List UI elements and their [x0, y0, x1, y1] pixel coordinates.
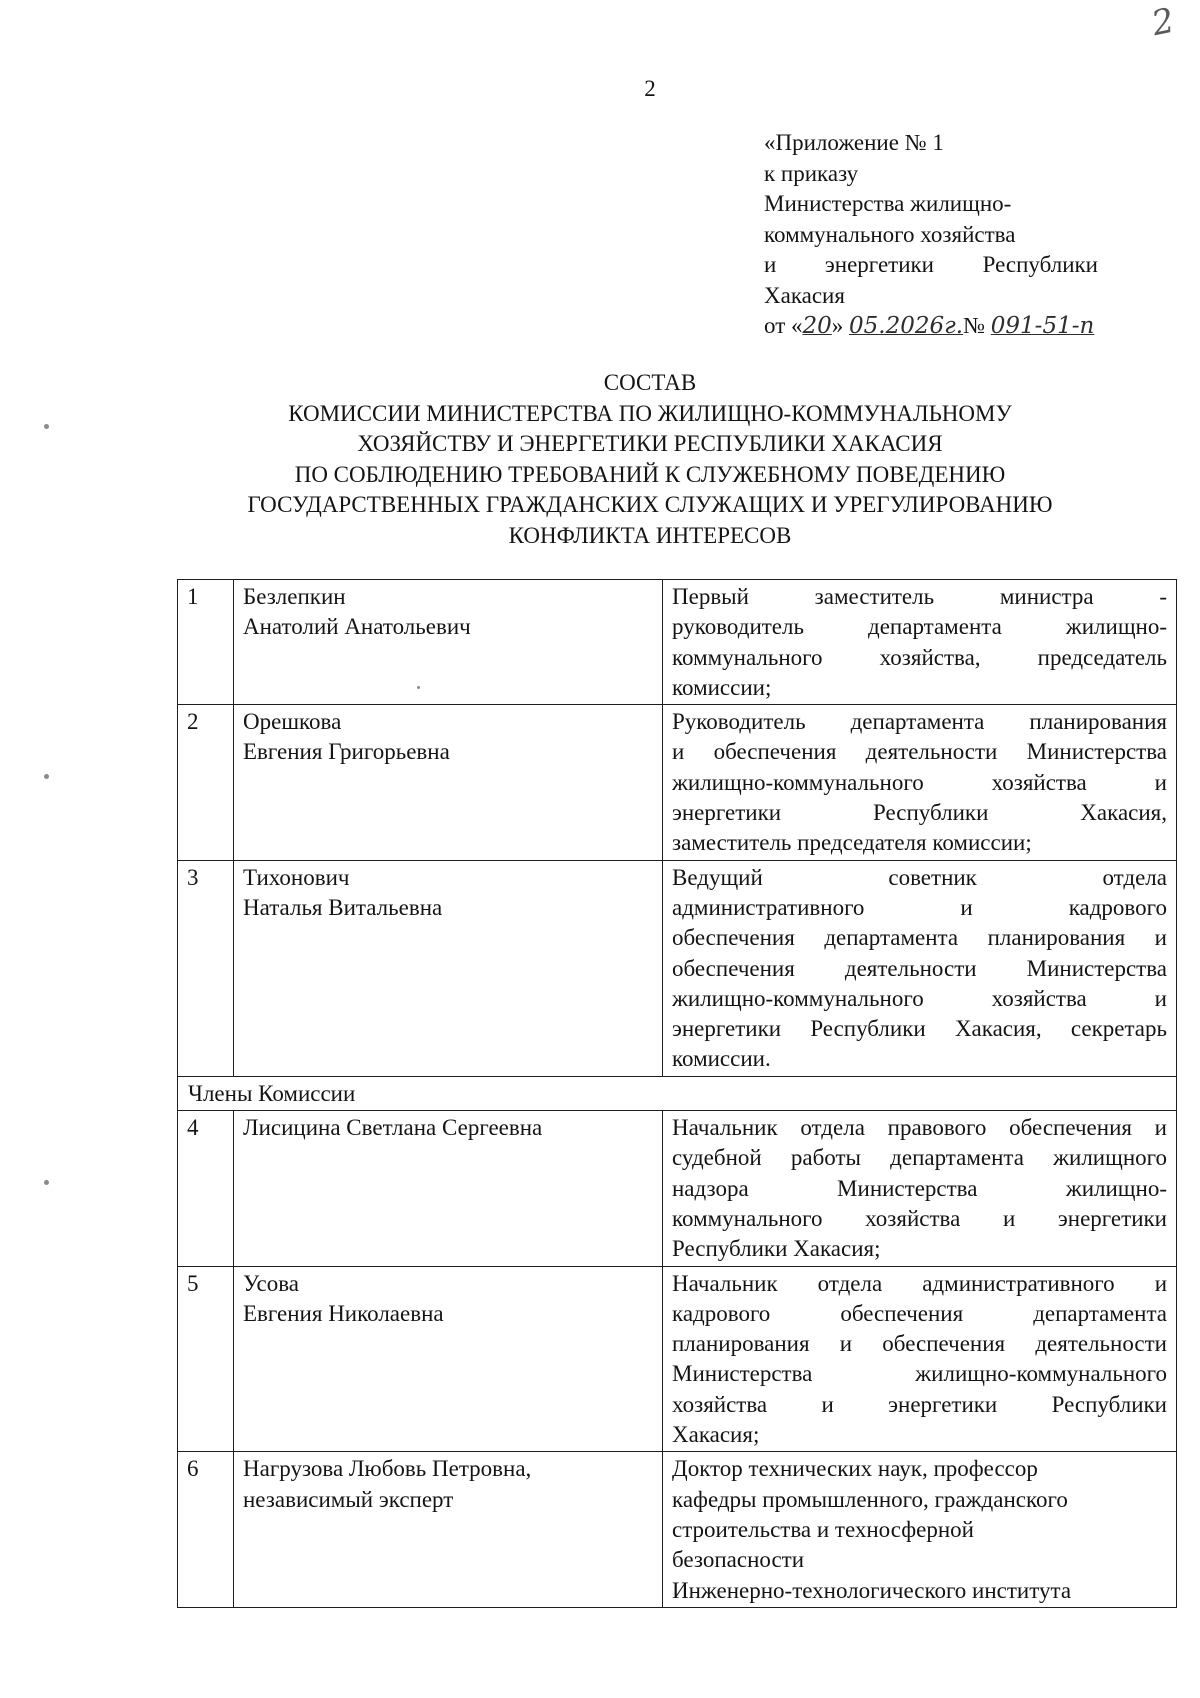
table-row — [178, 860, 1177, 1076]
table-row — [178, 1266, 1177, 1452]
position-line: Первый заместитель министра - — [672, 584, 1167, 609]
member-position — [663, 580, 1177, 705]
member-number: 1 — [178, 580, 234, 705]
position-line: Руководитель департамента планирования — [672, 709, 1167, 735]
position-line: хозяйства и энергетики Республики — [672, 1391, 1167, 1417]
name-line: Наталья Витальевна — [243, 894, 443, 920]
position-line: комиссии; — [672, 674, 772, 700]
position-line: комиссии. — [672, 1046, 771, 1072]
position-line: надзора Министерства жилищно- — [672, 1175, 1167, 1201]
member-name — [234, 1452, 663, 1607]
handwritten-page-mark: 2 — [1148, 0, 1178, 45]
member-position — [663, 705, 1177, 860]
appendix-word: и — [764, 252, 777, 277]
section-label-members: Члены Комиссии — [178, 1076, 1177, 1110]
title-line: ХОЗЯЙСТВУ И ЭНЕРГЕТИКИ РЕСПУБЛИКИ ХАКАСИЯ — [357, 431, 943, 456]
member-name — [234, 580, 663, 705]
position-line: жилищно-коммунального хозяйства и — [672, 769, 1167, 795]
position-line: Хакасия; — [672, 1422, 760, 1448]
member-position — [663, 1266, 1177, 1452]
member-position — [663, 860, 1177, 1076]
appendix-line: «Приложение № 1 — [764, 130, 944, 155]
position-line: коммунального хозяйства и энергетики — [672, 1205, 1167, 1231]
name-line: Анатолий Анатольевич — [243, 614, 471, 640]
position-line: Республики Хакасия; — [672, 1236, 881, 1262]
position-line: Начальник отдела административного и — [672, 1270, 1167, 1296]
position-line: административного и кадрового — [672, 894, 1167, 920]
name-line: Усова — [243, 1270, 299, 1296]
position-line: коммунального хозяйства, председатель — [672, 644, 1167, 670]
appendix-line: коммунального хозяйства — [764, 221, 1016, 247]
position-line: безопасности — [672, 1547, 805, 1573]
member-number: 5 — [178, 1266, 234, 1452]
position-line: кафедры промышленного, гражданского — [672, 1486, 1068, 1512]
appendix-line: Министерства жилищно- — [764, 191, 1012, 216]
member-name — [234, 1266, 663, 1452]
position-line: обеспечения департамента планирования и — [672, 925, 1167, 951]
position-line: руководитель департамента жилищно- — [672, 614, 1167, 640]
position-line: заместитель председателя комиссии; — [672, 830, 1032, 856]
name-line: Орешкова — [243, 709, 342, 735]
appendix-block — [764, 128, 1098, 342]
date-mid: » — [831, 313, 844, 338]
position-line: энергетики Республики Хакасия, — [672, 800, 1167, 826]
position-line: обеспечения деятельности Министерства — [672, 955, 1167, 981]
position-line: строительства и техносферной — [672, 1516, 974, 1542]
name-line: независимый эксперт — [243, 1486, 454, 1512]
position-line: кадрового обеспечения департамента — [672, 1300, 1167, 1326]
position-line: Ведущий советник отдела — [672, 864, 1167, 890]
title-line: ПО СОБЛЮДЕНИЮ ТРЕБОВАНИЙ К СЛУЖЕБНОМУ ПОВЕДЕНИЮ — [294, 461, 1006, 487]
table-row — [178, 1111, 1177, 1266]
table-row — [178, 1076, 1177, 1110]
position-line: Министерства жилищно-коммунального — [672, 1361, 1167, 1387]
member-number: 2 — [178, 705, 234, 860]
table-row — [178, 1452, 1177, 1607]
name-line: Тихонович — [243, 864, 350, 890]
scan-speck — [44, 424, 49, 429]
appendix-line-justified — [764, 250, 1098, 281]
page-number: 2 — [644, 76, 656, 101]
title-line: КОНФЛИКТА ИНТЕРЕСОВ — [508, 522, 792, 548]
title-line: СОСТАВ — [603, 370, 697, 395]
table-row — [178, 580, 1177, 705]
member-name — [234, 860, 663, 1076]
member-name — [234, 1111, 663, 1266]
commission-members-table — [177, 579, 1177, 1608]
number-label: № — [963, 313, 986, 338]
document-title — [160, 368, 1140, 551]
member-position — [663, 1111, 1177, 1266]
member-position — [663, 1452, 1177, 1607]
position-line: Доктор технических наук, профессор — [672, 1456, 1038, 1482]
member-number: 4 — [178, 1111, 234, 1266]
name-line: Безлепкин — [243, 584, 346, 609]
name-line: Евгения Николаевна — [243, 1300, 444, 1326]
member-number: 6 — [178, 1452, 234, 1607]
position-line: и обеспечения деятельности Министерства — [672, 739, 1167, 765]
position-line: жилищно-коммунального хозяйства и — [672, 985, 1167, 1011]
handwritten-date: 05.2026г. — [849, 313, 964, 339]
scan-speck — [44, 774, 49, 779]
member-name — [234, 705, 663, 860]
table-row — [178, 705, 1177, 860]
title-line: ГОСУДАРСТВЕННЫХ ГРАЖДАНСКИХ СЛУЖАЩИХ И УРЕГУЛИРОВАНИЮ — [247, 492, 1053, 517]
order-date-line — [764, 311, 1098, 342]
name-line: Нагрузова Любовь Петровна, — [243, 1456, 532, 1482]
scan-speck — [44, 1180, 49, 1185]
position-line: энергетики Республики Хакасия, секретарь — [672, 1016, 1167, 1042]
date-prefix: от « — [764, 313, 803, 338]
member-number: 3 — [178, 860, 234, 1076]
position-line: Начальник отдела правового обеспечения и — [672, 1115, 1167, 1141]
name-line: Лисицина Светлана Сергеевна — [243, 1115, 543, 1141]
handwritten-order-number: 091-51-п — [990, 313, 1095, 339]
position-line: планирования и обеспечения деятельности — [672, 1331, 1167, 1357]
name-line: Евгения Григорьевна — [243, 739, 450, 765]
appendix-line: к приказу — [764, 160, 859, 186]
handwritten-day: 20 — [802, 313, 832, 339]
position-line: Инженерно-технологического института — [672, 1577, 1072, 1603]
position-line: судебной работы департамента жилищного — [672, 1145, 1167, 1171]
title-line: КОМИССИИ МИНИСТЕРСТВА ПО ЖИЛИЩНО-КОММУНАЛЬНОМУ — [288, 400, 1012, 426]
appendix-word: энергетики — [824, 252, 934, 277]
appendix-line: Хакасия — [764, 282, 845, 308]
appendix-word: Республики — [982, 252, 1098, 277]
